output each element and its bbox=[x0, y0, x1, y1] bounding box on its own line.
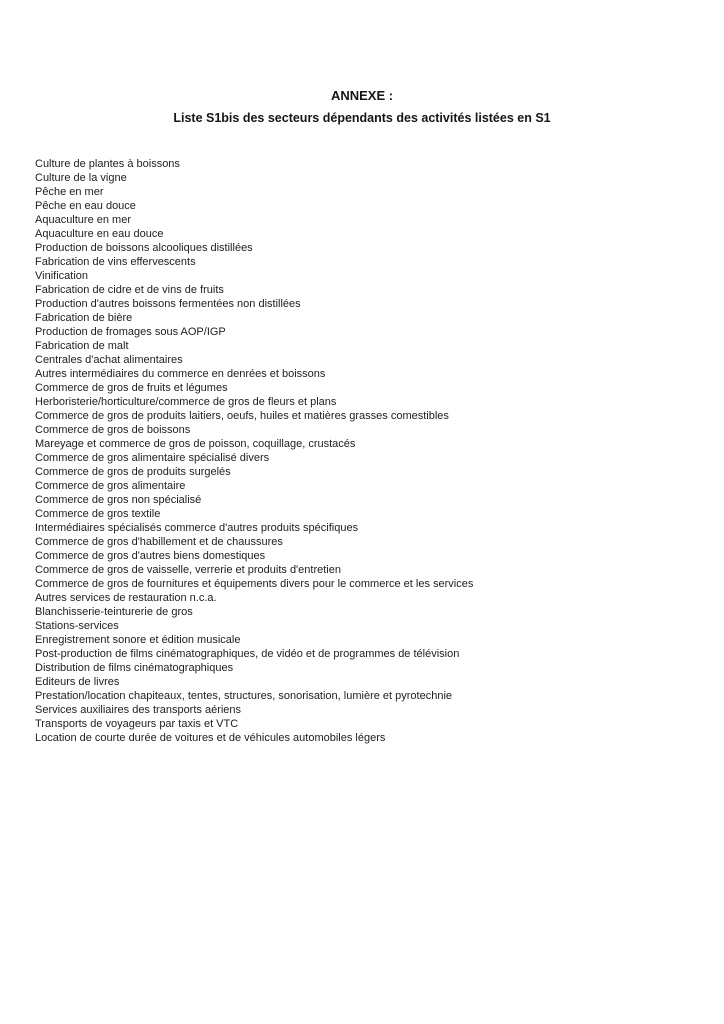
sector-list-item: Commerce de gros textile bbox=[35, 508, 161, 520]
sector-list-item: Centrales d'achat alimentaires bbox=[35, 354, 183, 366]
sector-list-item: Commerce de gros alimentaire spécialisé divers bbox=[35, 452, 270, 464]
sector-list-item: Fabrication de bière bbox=[35, 312, 133, 324]
sector-list-item: Services auxiliaires des transports aériens bbox=[35, 704, 242, 716]
sector-list-item: Pêche en eau douce bbox=[35, 200, 136, 212]
sector-list-item: Autres intermédiaires du commerce en denrées et boissons bbox=[35, 368, 326, 380]
sector-list-item: Production de boissons alcooliques distillées bbox=[35, 242, 253, 254]
sector-list-item: Distribution de films cinématographiques bbox=[35, 662, 234, 674]
sector-list bbox=[35, 157, 694, 745]
sector-list-item: Stations-services bbox=[35, 620, 119, 632]
sector-list-item: Fabrication de malt bbox=[35, 340, 129, 352]
sector-list-item: Commerce de gros de produits laitiers, oeufs, huiles et matières grasses comestibles bbox=[35, 410, 449, 422]
sector-list-item: Production de fromages sous AOP/IGP bbox=[35, 326, 226, 338]
document-header bbox=[0, 0, 724, 126]
annexe-title: ANNEXE : bbox=[330, 88, 394, 103]
sector-list-item: Culture de plantes à boissons bbox=[35, 158, 180, 170]
sector-list-item: Commerce de gros de fruits et légumes bbox=[35, 382, 228, 394]
sector-list-item: Vinification bbox=[35, 270, 88, 282]
sector-list-item: Commerce de gros de produits surgelés bbox=[35, 466, 231, 478]
sector-list-item: Blanchisserie-teinturerie de gros bbox=[35, 606, 193, 618]
sector-list-item: Commerce de gros de vaisselle, verrerie et produits d'entretien bbox=[35, 564, 341, 576]
sector-list-item: Commerce de gros de boissons bbox=[35, 424, 191, 436]
sector-list-item: Production d'autres boissons fermentées non distillées bbox=[35, 298, 301, 310]
sector-list-item: Post-production de films cinématographiques, de vidéo et de programmes de télévision bbox=[35, 648, 460, 660]
sector-list-item: Culture de la vigne bbox=[35, 172, 127, 184]
sector-list-item: Transports de voyageurs par taxis et VTC bbox=[35, 718, 239, 730]
sector-list-item: Prestation/location chapiteaux, tentes, structures, sonorisation, lumière et pyrotechnie bbox=[35, 690, 453, 702]
sector-list-item: Herboristerie/horticulture/commerce de gros de fleurs et plans bbox=[35, 396, 337, 408]
sector-list-item: Editeurs de livres bbox=[35, 676, 120, 688]
sector-list-item: Location de courte durée de voitures et de véhicules automobiles légers bbox=[35, 732, 386, 744]
sector-list-item: Fabrication de vins effervescents bbox=[35, 256, 196, 268]
sector-list-item: Aquaculture en mer bbox=[35, 214, 131, 226]
sector-list-item: Enregistrement sonore et édition musicale bbox=[35, 634, 241, 646]
sector-list-item: Pêche en mer bbox=[35, 186, 104, 198]
annexe-subtitle: Liste S1bis des secteurs dépendants des activités listées en S1 bbox=[173, 111, 551, 125]
sector-list-item: Mareyage et commerce de gros de poisson, coquillage, crustacés bbox=[35, 438, 356, 450]
sector-list-item: Commerce de gros alimentaire bbox=[35, 480, 186, 492]
sector-list-item: Commerce de gros de fournitures et équipements divers pour le commerce et les services bbox=[35, 578, 474, 590]
sector-list-item: Fabrication de cidre et de vins de fruits bbox=[35, 284, 224, 296]
sector-list-item: Autres services de restauration n.c.a. bbox=[35, 592, 217, 604]
sector-list-item: Aquaculture en eau douce bbox=[35, 228, 164, 240]
sector-list-item: Commerce de gros d'habillement et de chaussures bbox=[35, 536, 283, 548]
sector-list-item: Intermédiaires spécialisés commerce d'autres produits spécifiques bbox=[35, 522, 359, 534]
sector-list-item: Commerce de gros d'autres biens domestiques bbox=[35, 550, 266, 562]
sector-list-item: Commerce de gros non spécialisé bbox=[35, 494, 202, 506]
